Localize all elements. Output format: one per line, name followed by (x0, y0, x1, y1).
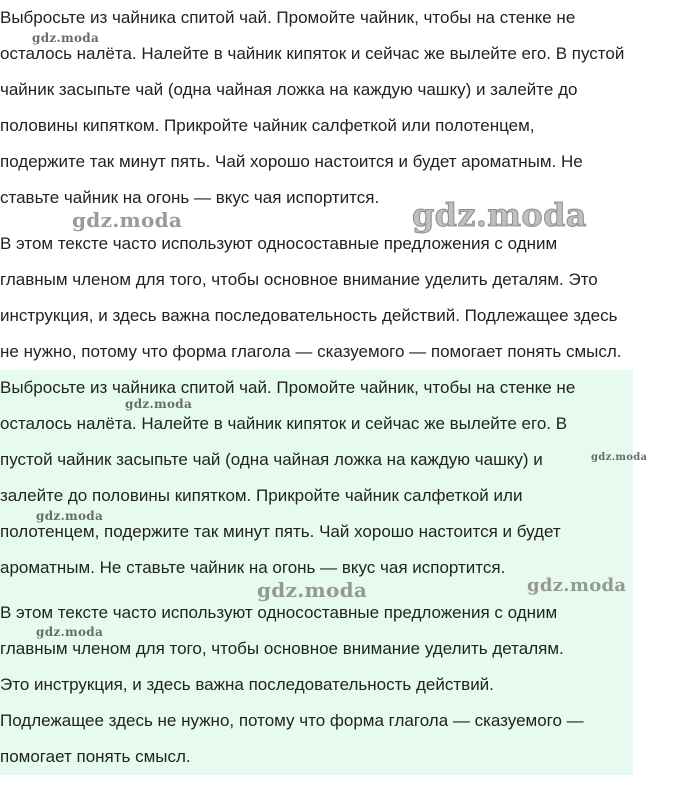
text-line: Подлежащее здесь не нужно, потому что форма глагола — сказуемого — (0, 711, 584, 730)
watermark: gdz.moda (36, 509, 104, 523)
watermark: gdz.moda (72, 208, 183, 232)
analysis-paragraph (0, 226, 680, 370)
text-line: чайник засыпьте чай (одна чайная ложка на каждую чашку) и залейте до (0, 80, 578, 99)
watermark: gdz.moda (591, 452, 648, 463)
watermark: gdz.moda (36, 625, 104, 639)
text-line: полотенцем, подержите так минут пять. Чай хорошо настоится и будет (0, 522, 561, 541)
text-line: главным членом для того, чтобы основное внимание уделить деталям. Это (0, 270, 598, 289)
text-line: залейте до половины кипятком. Прикройте чайник салфеткой или (0, 486, 523, 505)
text-line: В этом тексте часто используют односоставные предложения с одним (0, 603, 558, 622)
text-line: ароматным. Не ставьте чайник на огонь — вкус чая испортится. (0, 558, 506, 577)
watermark: gdz.moda (412, 196, 587, 234)
source-text-paragraph-highlighted (0, 370, 633, 586)
watermark: gdz.moda (125, 397, 193, 411)
text-line: Выбросьте из чайника спитой чай. Промойте чайник, чтобы на стенке не (0, 8, 576, 27)
watermark: gdz.moda (257, 578, 368, 602)
text-line: осталось налёта. Налейте в чайник кипяток и сейчас же вылейте его. В (0, 414, 568, 433)
source-text-paragraph (0, 0, 680, 216)
watermark: gdz.moda (527, 575, 627, 596)
text-line: осталось налёта. Налейте в чайник кипяток и сейчас же вылейте его. В пустой (0, 44, 625, 63)
text-line: ставьте чайник на огонь — вкус чая испортится. (0, 188, 380, 207)
analysis-paragraph-highlighted (0, 595, 633, 775)
text-line: помогает понять смысл. (0, 747, 191, 766)
text-line: Выбросьте из чайника спитой чай. Промойте чайник, чтобы на стенке не (0, 378, 576, 397)
text-line: половины кипятком. Прикройте чайник салфеткой или полотенцем, (0, 116, 535, 135)
text-line: подержите так минут пять. Чай хорошо настоится и будет ароматным. Не (0, 152, 583, 171)
text-line: не нужно, потому что форма глагола — сказуемого — помогает понять смысл. (0, 342, 622, 361)
text-line: Это инструкция, и здесь важна последовательность действий. (0, 675, 494, 694)
text-line: инструкция, и здесь важна последовательность действий. Подлежащее здесь (0, 306, 618, 325)
text-line: В этом тексте часто используют односоставные предложения с одним (0, 234, 558, 253)
watermark: gdz.moda (32, 31, 100, 45)
text-line: главным членом для того, чтобы основное внимание уделить деталям. (0, 639, 564, 658)
text-line: пустой чайник засыпьте чай (одна чайная ложка на каждую чашку) и (0, 450, 543, 469)
